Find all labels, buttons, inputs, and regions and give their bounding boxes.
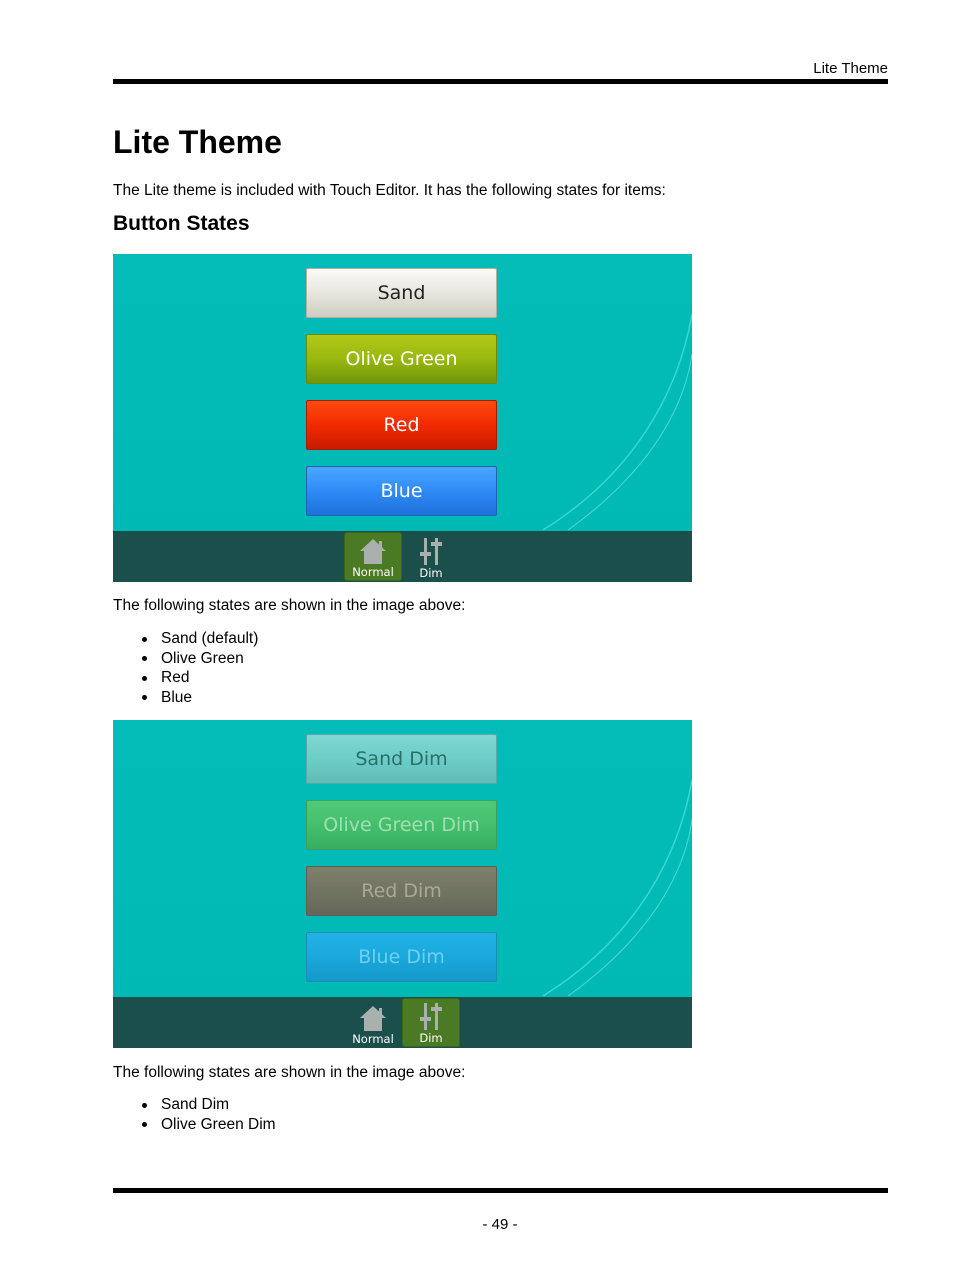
slider-icon	[416, 1001, 446, 1031]
figure-dim-states	[113, 720, 692, 1048]
bottom-nav-bar	[113, 531, 692, 582]
page-title: Lite Theme	[113, 124, 282, 160]
nav-dim-button[interactable]	[402, 532, 460, 581]
page-number: - 49 -	[482, 1216, 518, 1233]
nav-dim-label: Dim	[419, 566, 443, 580]
caption-2: The following states are shown in the image above:	[113, 1064, 466, 1081]
nav-normal-label: Normal	[352, 1032, 394, 1046]
running-header: Lite Theme	[813, 60, 888, 77]
list-item: Olive Green	[142, 649, 258, 669]
list-item: Red	[142, 668, 258, 688]
blue-button[interactable]: Blue	[306, 466, 497, 516]
home-icon	[358, 1004, 388, 1032]
sand-button[interactable]: Sand	[306, 268, 497, 318]
intro-paragraph: The Lite theme is included with Touch Editor. It has the following states for items:	[113, 182, 666, 199]
list-item: Sand (default)	[142, 629, 258, 649]
blue-dim-button[interactable]: Blue Dim	[306, 932, 497, 982]
nav-normal-button[interactable]	[344, 998, 402, 1047]
caption-1: The following states are shown in the image above:	[113, 597, 466, 614]
olive-green-button[interactable]: Olive Green	[306, 334, 497, 384]
list-item: Sand Dim	[142, 1095, 276, 1115]
red-dim-button[interactable]: Red Dim	[306, 866, 497, 916]
nav-dim-label: Dim	[419, 1031, 443, 1045]
olive-green-dim-button[interactable]: Olive Green Dim	[306, 800, 497, 850]
list-item: Blue	[142, 688, 258, 708]
state-list-1	[142, 629, 258, 707]
state-list-2	[142, 1095, 276, 1134]
nav-dim-button[interactable]	[402, 998, 460, 1047]
bottom-nav-bar	[113, 997, 692, 1048]
list-item: Olive Green Dim	[142, 1115, 276, 1135]
section-title: Button States	[113, 212, 250, 235]
nav-normal-label: Normal	[352, 565, 394, 579]
header-rule	[113, 79, 888, 84]
footer-rule	[113, 1188, 888, 1193]
sand-dim-button[interactable]: Sand Dim	[306, 734, 497, 784]
home-icon	[358, 537, 388, 565]
slider-icon	[416, 536, 446, 566]
figure-normal-states	[113, 254, 692, 582]
red-button[interactable]: Red	[306, 400, 497, 450]
nav-normal-button[interactable]	[344, 532, 402, 581]
